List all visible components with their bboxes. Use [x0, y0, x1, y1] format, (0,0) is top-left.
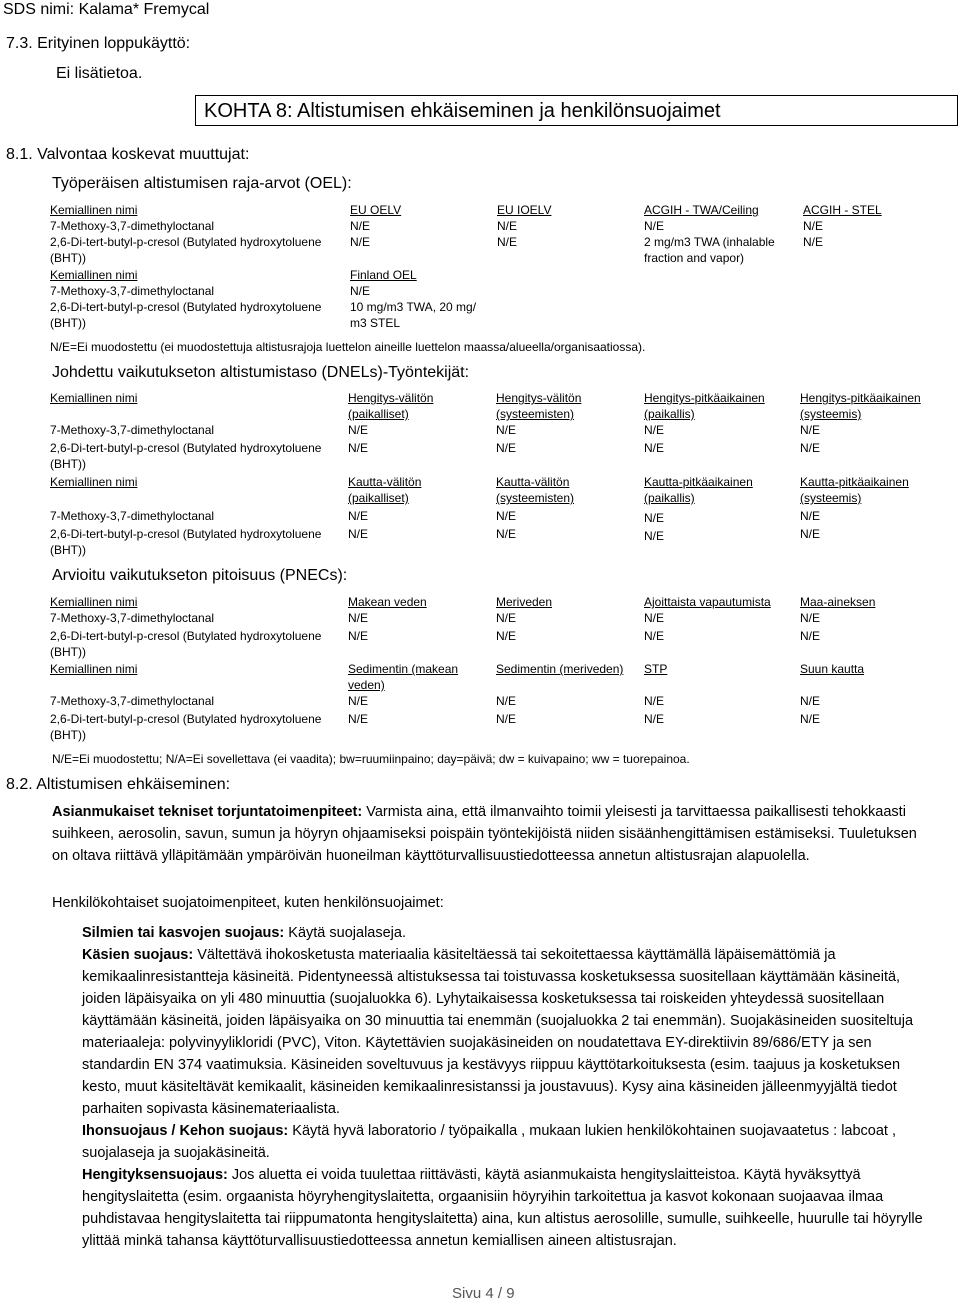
oel-header-acgih-stel: ACGIH - STEL	[803, 203, 882, 217]
skin-protection	[82, 1120, 932, 1164]
pnec-row3-c2: N/E	[496, 694, 517, 708]
pnec-row1-c4: N/E	[800, 611, 821, 625]
dnel-row1-c4: N/E	[800, 423, 821, 437]
pnec-header-name: Kemiallinen nimi	[50, 595, 138, 609]
oel-header2-finland: Finland OEL	[350, 268, 417, 282]
section-8-1-title: 8.1. Valvontaa koskevat muuttujat:	[6, 146, 250, 163]
dnel-header2-k3: Kautta-pitkäaikainen (paikallis)	[644, 475, 753, 505]
pnec-title: Arvioitu vaikutukseton pitoisuus (PNECs):	[52, 567, 348, 584]
oel-row4-name: 2,6-Di-tert-butyl-p-cresol (Butylated hydroxytoluene (BHT))	[50, 300, 322, 330]
dnel-header2-k2: Kautta-välitön (systeemisten)	[496, 475, 575, 505]
respiratory-protection-label: Hengityksensuojaus:	[82, 1167, 228, 1183]
dnel-row3-c4: N/E	[800, 509, 821, 523]
oel-row2-eu-ioelv: N/E	[497, 235, 518, 249]
pnec-note: N/E=Ei muodostettu; N/A=Ei sovellettava (ei vaadita); bw=ruumiinpaino; day=päivä; dw = kuivapaino; ww = tuorepainoa.	[52, 752, 690, 766]
oel-row1-eu-ioelv: N/E	[497, 219, 518, 233]
dnel-header-h3: Hengitys-pitkäaikainen (paikallis)	[644, 391, 765, 421]
pnec-row3-name: 7-Methoxy-3,7-dimethyloctanal	[50, 694, 215, 708]
pnec-row4-c3: N/E	[644, 712, 665, 726]
oel-row1-name: 7-Methoxy-3,7-dimethyloctanal	[50, 219, 215, 233]
section-8-2-title: 8.2. Altistumisen ehkäiseminen:	[6, 776, 231, 793]
pnec-row3-c3: N/E	[644, 694, 665, 708]
pnec-header-h1: Makean veden	[348, 595, 427, 609]
section-7-3-text: Ei lisätietoa.	[56, 65, 143, 82]
dnel-row4-name: 2,6-Di-tert-butyl-p-cresol (Butylated hydroxytoluene (BHT))	[50, 527, 322, 557]
pnec-row4-c1: N/E	[348, 712, 369, 726]
pnec-row3-c1: N/E	[348, 694, 369, 708]
oel-title: Työperäisen altistumisen raja-arvot (OEL):	[52, 175, 352, 192]
pnec-header2-s1: Sedimentin (makean veden)	[348, 662, 459, 692]
skin-protection-label: Ihonsuojaus / Kehon suojaus:	[82, 1123, 289, 1139]
dnel-row2-c3: N/E	[644, 441, 665, 455]
pnec-header-h2: Meriveden	[496, 595, 553, 609]
pnec-row4-name: 2,6-Di-tert-butyl-p-cresol (Butylated hydroxytoluene (BHT))	[50, 712, 322, 742]
pnec-row1-c1: N/E	[348, 611, 369, 625]
dnel-row2-name: 2,6-Di-tert-butyl-p-cresol (Butylated hydroxytoluene (BHT))	[50, 441, 322, 471]
oel-row1-eu-oelv: N/E	[350, 219, 371, 233]
oel-row1-acgih-stel: N/E	[803, 219, 824, 233]
technical-controls-text: Varmista aina, että ilmanvaihto toimii yleisesti ja tarvittaessa paikallisesti tehokkaasti suihkeen, aerosolin, savun, sumun ja höyryn ohjaamiseksi poispäin työntekijöistä niiden sisäänhengittämisen estämiseksi. Tuuletuksen on oltava riittävä ylläpitämään ympäröivän huoneilman käyttöturvallisuustiedotteessa annetun altistusrajan alapuolella.	[52, 804, 917, 864]
hand-protection-label: Käsien suojaus:	[82, 947, 194, 963]
pnec-row2-name: 2,6-Di-tert-butyl-p-cresol (Butylated hydroxytoluene (BHT))	[50, 629, 322, 659]
pnec-header-h3: Ajoittaista vapautumista	[644, 595, 771, 609]
pnec-header2-name: Kemiallinen nimi	[50, 662, 138, 676]
pnec-row2-c4: N/E	[800, 629, 821, 643]
technical-controls-label: Asianmukaiset tekniset torjuntatoimenpiteet:	[52, 804, 363, 820]
dnel-row1-c3: N/E	[644, 423, 665, 437]
dnel-row1-c2: N/E	[496, 423, 517, 437]
dnel-row2-c1: N/E	[348, 441, 369, 455]
oel-row1-acgih-twa: N/E	[644, 219, 665, 233]
dnel-row3-c1: N/E	[348, 509, 369, 523]
dnel-row3-c2: N/E	[496, 509, 517, 523]
pnec-row2-c3: N/E	[644, 629, 665, 643]
section-8-title: KOHTA 8: Altistumisen ehkäiseminen ja henkilönsuojaimet	[204, 100, 721, 122]
dnel-row2-c2: N/E	[496, 441, 517, 455]
oel-header-acgih-twa: ACGIH - TWA/Ceiling	[644, 203, 759, 217]
dnel-row4-c2: N/E	[496, 527, 517, 541]
dnel-header2-k4: Kautta-pitkäaikainen (systeemis)	[800, 475, 909, 505]
dnel-header-h4: Hengitys-pitkäaikainen (systeemis)	[800, 391, 921, 421]
pnec-row3-c4: N/E	[800, 694, 821, 708]
respiratory-protection-text: Jos aluetta ei voida tuulettaa riittävästi, käytä asianmukaista hengityslaitteistoa. Käytä hyväksyttyä hengityslaitetta (esim. orgaanista höyryhengityslaitetta, orgaanisiin höyryihin tarkoitettua ja kasvot kokonaan suojaavaa ilmaa puhdistavaa hengityslaitetta tai riippumatonta hengityslaitetta) aina, kun altistus aerosolille, sumulle, suihkeelle, huurulle tai höyrylle ylittää minkä tahansa käyttöturvallisuustiedotteessa annetun kemiallisen aineen altistusrajan.	[82, 1167, 923, 1249]
pnec-row2-c1: N/E	[348, 629, 369, 643]
dnel-header-h1: Hengitys-välitön (paikalliset)	[348, 391, 434, 421]
dnel-row1-name: 7-Methoxy-3,7-dimethyloctanal	[50, 423, 215, 437]
dnel-header2-k1: Kautta-välitön (paikalliset)	[348, 475, 422, 505]
pnec-header2-s2: Sedimentin (meriveden)	[496, 662, 624, 676]
pnec-header2-s3: STP	[644, 662, 668, 676]
pnec-row4-c2: N/E	[496, 712, 517, 726]
dnel-row3-c3: N/E	[644, 511, 665, 525]
oel-row2-eu-oelv: N/E	[350, 235, 371, 249]
dnel-title: Johdettu vaikutukseton altistumistaso (DNELs)-Työntekijät:	[52, 364, 470, 381]
pnec-row1-name: 7-Methoxy-3,7-dimethyloctanal	[50, 611, 215, 625]
dnel-header-h2: Hengitys-välitön (systeemisten)	[496, 391, 582, 421]
technical-controls	[52, 801, 932, 867]
oel-row3-finland: N/E	[350, 284, 371, 298]
respiratory-protection	[82, 1164, 937, 1252]
pnec-header-h4: Maa-aineksen	[800, 595, 876, 609]
sds-title: SDS nimi: Kalama* Fremycal	[3, 1, 210, 18]
oel-row2-acgih-twa: 2 mg/m3 TWA (inhalable fraction and vapor)	[644, 235, 775, 265]
dnel-header-name: Kemiallinen nimi	[50, 391, 138, 405]
eye-protection	[82, 922, 942, 944]
hand-protection-text: Vältettävä ihokosketusta materiaalia käsiteltäessä tai sekoitettaessa käyttämällä läpäisemättömiä ja kemikaalinresistantteja käsineitä. Pidentyneessä altistuksessa tai toistuvassa kosketuksessa suositellaan käyttämään käsineitä, joiden läpäisyaika on yli 480 minuuttia (suojaluokka 6). Lyhytaikaisessa kosketuksessa tai roiskeiden yhteydessä suositellaan käyttämään käsineitä, joiden läpäisyaika on 30 minuuttia tai enemmän (suojaluokka 2 tai enemmän). Suojakäsineiden suositeltuja materiaaleja: polyvinyylikloridi (PVC), Viton. Käytettävien suojakäsineiden on noudatettava EY-direktiivin 89/686/ETY ja sen standardin EN 374 vaatimuksia. Käsineiden soveltuvuus ja kestävyys riippuu käyttötarkoituksesta (esim. taajuus ja kosketuksen kesto, muut käsiteltävät kemikaalit, käsineiden kemikaalinresistanssi ja joustavuus). Kysy aina käsineiden jälleenmyyjältä tiedot parhaiten sopivasta käsinemateriaalista.	[82, 947, 914, 1117]
eye-protection-label: Silmien tai kasvojen suojaus:	[82, 925, 285, 941]
pnec-row2-c2: N/E	[496, 629, 517, 643]
oel-row4-finland: 10 mg/m3 TWA, 20 mg/ m3 STEL	[350, 300, 477, 330]
personal-protection-title: Henkilökohtaiset suojatoimenpiteet, kuten henkilönsuojaimet:	[52, 895, 444, 911]
hand-protection	[82, 944, 932, 1120]
section-7-3-title: 7.3. Erityinen loppukäyttö:	[6, 35, 191, 52]
oel-row2-acgih-stel: N/E	[803, 235, 824, 249]
dnel-row4-c4: N/E	[800, 527, 821, 541]
dnel-row1-c1: N/E	[348, 423, 369, 437]
oel-header-name: Kemiallinen nimi	[50, 203, 138, 217]
oel-header-eu-oelv: EU OELV	[350, 203, 402, 217]
oel-header2-name: Kemiallinen nimi	[50, 268, 138, 282]
eye-protection-text: Käytä suojalaseja.	[284, 925, 406, 941]
skin-protection-text: Käytä hyvä laboratorio / työpaikalla , mukaan lukien henkilökohtainen suojavaatetus : labcoat , suojalaseja ja suojakäsineitä.	[82, 1123, 897, 1161]
pnec-row4-c4: N/E	[800, 712, 821, 726]
oel-header-eu-ioelv: EU IOELV	[497, 203, 552, 217]
dnel-row4-c1: N/E	[348, 527, 369, 541]
pnec-row1-c2: N/E	[496, 611, 517, 625]
dnel-row4-c3: N/E	[644, 529, 665, 543]
dnel-row3-name: 7-Methoxy-3,7-dimethyloctanal	[50, 509, 215, 523]
section-8-banner	[195, 95, 958, 126]
dnel-row2-c4: N/E	[800, 441, 821, 455]
oel-row2-name: 2,6-Di-tert-butyl-p-cresol (Butylated hydroxytoluene (BHT))	[50, 235, 322, 265]
oel-note: N/E=Ei muodostettu (ei muodostettuja altistusrajoja luettelon aineille luettelon maassa/alueella/organisaatiossa).	[50, 340, 646, 354]
pnec-row1-c3: N/E	[644, 611, 665, 625]
pnec-header2-s4: Suun kautta	[800, 662, 865, 676]
oel-row3-name: 7-Methoxy-3,7-dimethyloctanal	[50, 284, 215, 298]
page-number: Sivu 4 / 9	[452, 1285, 515, 1302]
dnel-header2-name: Kemiallinen nimi	[50, 475, 138, 489]
